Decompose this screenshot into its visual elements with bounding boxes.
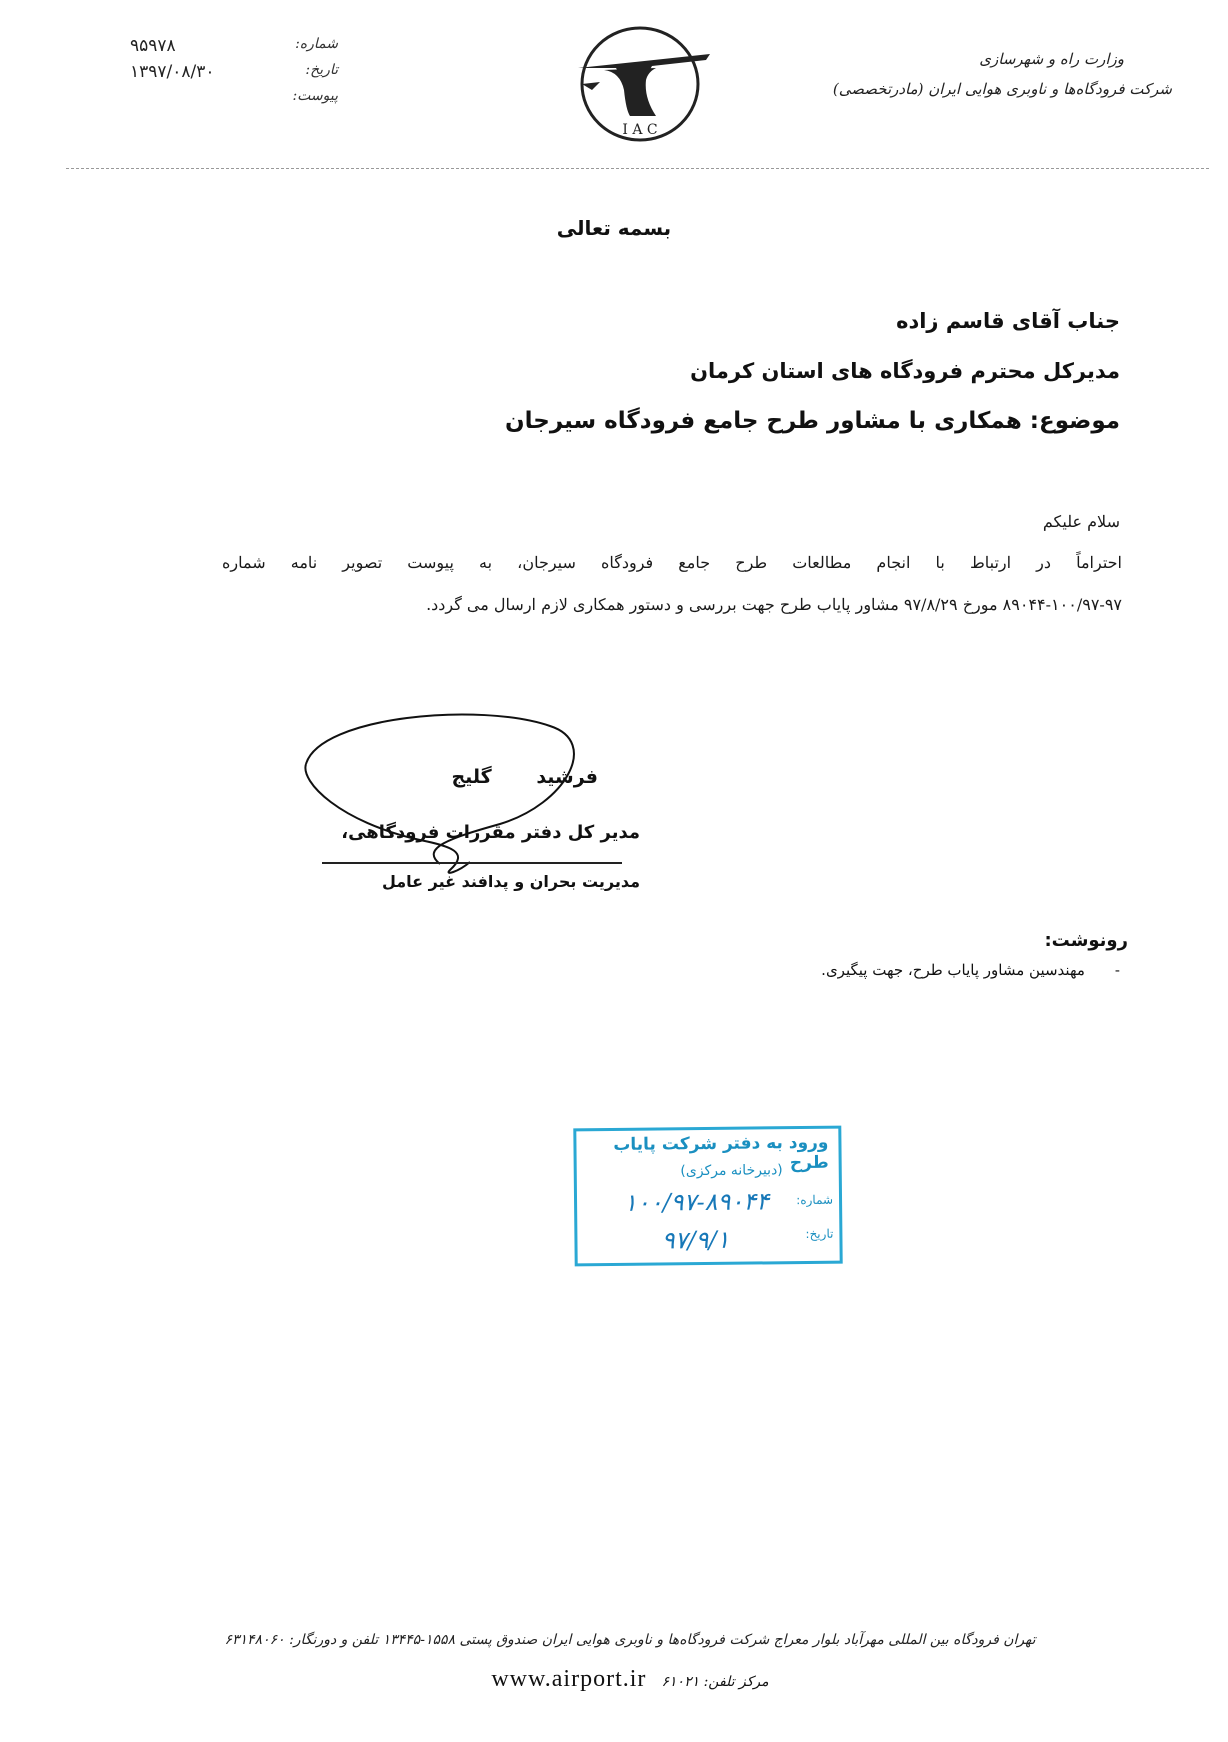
iac-logo xyxy=(560,20,720,148)
cc-block xyxy=(528,930,1128,979)
body-line: ۸۹۰۴۴-۱۰۰/۹۷-۹۷ مورخ ۹۷/۸/۲۹ مشاور پایاب طرح جهت بررسی و دستور همکاری لازم ارسال می گردد. xyxy=(426,595,1122,614)
letter-number: ۹۵۹۷۸ xyxy=(130,36,176,56)
letter-date: ۱۳۹۷/۰۸/۳۰ xyxy=(130,62,215,82)
letter-date-label: تاریخ: xyxy=(305,62,338,78)
cc-item-text: مهندسین مشاور پایاب طرح، جهت پیگیری. xyxy=(821,961,1085,979)
stamp-date: ۹۷/۹/۱ xyxy=(661,1225,730,1255)
logo-text: I A C xyxy=(622,122,658,138)
company-name: شرکت فرودگاه‌ها و ناوبری هوایی ایران (مادرتخصصی) xyxy=(832,80,1172,98)
body-line: احتراماً در ارتباط با انجام مطالعات طرح جامع فرودگاه سیرجان، به پیوست تصویر نامه شماره xyxy=(222,553,1122,572)
stamp-subtitle: (دبیرخانه مرکزی) xyxy=(680,1162,783,1180)
meta-date-row xyxy=(130,62,338,88)
header-divider xyxy=(66,168,1209,169)
receipt-stamp xyxy=(573,1126,842,1267)
signer-department: مدیریت بحران و پدافند غیر عامل xyxy=(381,872,640,891)
addressee-name: جناب آقای قاسم زاده xyxy=(896,309,1120,333)
stamp-number-label: شماره: xyxy=(796,1192,834,1208)
letter-number-label: شماره: xyxy=(295,36,338,52)
addressee-title: مدیرکل محترم فرودگاه های استان کرمان xyxy=(690,359,1120,383)
footer-phone: مرکز تلفن: ۶۱۰۲۱ xyxy=(661,1674,769,1690)
meta-number-row xyxy=(130,36,338,62)
letter-attachment-label: پیوست: xyxy=(292,88,338,104)
stamp-number: ۱۰۰/۹۷-۸۹۰۴۴ xyxy=(623,1187,770,1217)
cc-item xyxy=(528,961,1120,979)
website-link[interactable]: www.airport.ir xyxy=(491,1666,647,1692)
invocation: بسمه تعالی xyxy=(556,216,672,240)
greeting: سلام علیکم xyxy=(1042,512,1120,531)
footer xyxy=(100,1632,1160,1693)
footer-contact xyxy=(100,1666,1160,1693)
letter-meta xyxy=(130,36,338,114)
cc-dash: - xyxy=(1114,961,1120,979)
letter-body xyxy=(222,502,1122,626)
cc-label: رونوشت: xyxy=(1044,930,1128,951)
signer-title: مدیر کل دفتر مقررات فرودگاهی، xyxy=(341,822,640,843)
org-header xyxy=(772,50,1172,98)
signer-name: فرشید گلیج xyxy=(451,766,598,788)
addressee-block xyxy=(220,296,1120,446)
ministry-name: وزارت راه و شهرسازی xyxy=(979,50,1124,68)
stamp-date-label: تاریخ: xyxy=(805,1226,834,1241)
meta-attachment-row xyxy=(130,88,338,114)
stamp-title: ورود به دفتر شرکت پایاب طرح xyxy=(613,1132,829,1174)
footer-address: تهران فرودگاه بین المللی مهرآباد بلوار معراج شرکت فرودگاه‌ها و ناوبری هوایی ایران صندوق پستی ۱۵۵۸-۱۳۴۴۵ تلفن و دورنگار: ۶۳۱۴۸۰۶۰ xyxy=(224,1632,1036,1648)
signature-block xyxy=(300,712,660,912)
letter-subject: موضوع: همکاری با مشاور طرح جامع فرودگاه سیرجان xyxy=(505,408,1120,434)
signature-rule xyxy=(322,862,622,864)
